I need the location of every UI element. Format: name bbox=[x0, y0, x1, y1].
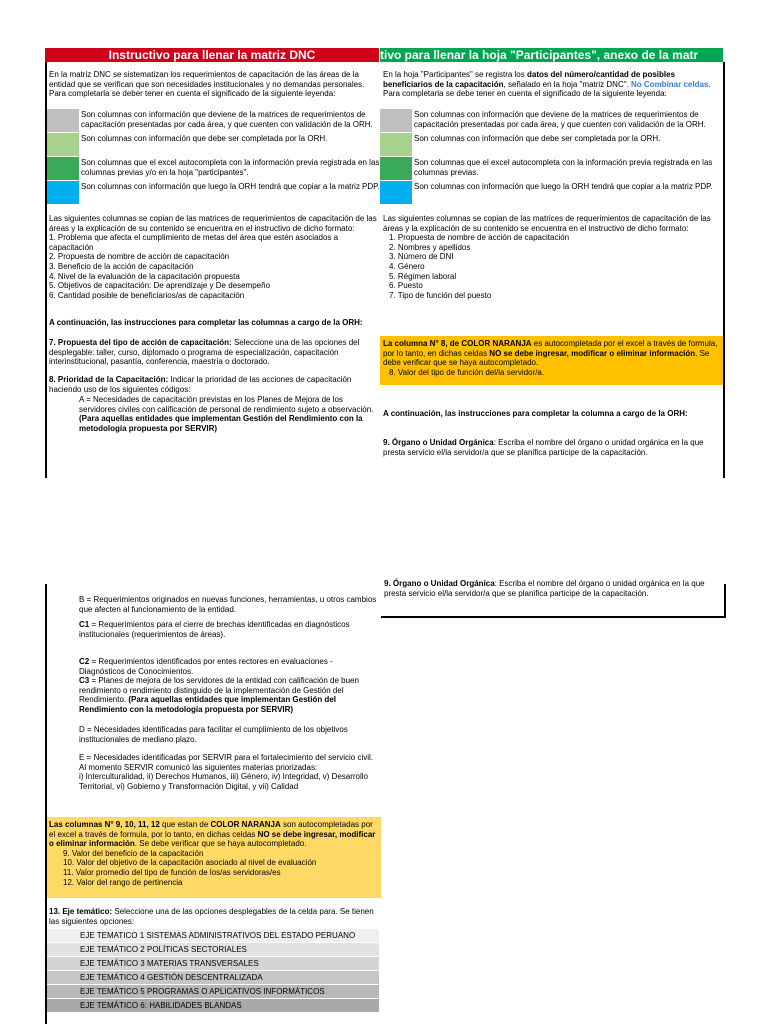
copied-item: 1. Propuesta de nombre de acción de capacitación bbox=[389, 233, 570, 243]
left-title: Instructivo para llenar la matriz DNC bbox=[108, 48, 316, 62]
code-d: D = Necesidades identificadas para facilitar el cumplimiento de los objetivos institucionales de mediano plazo. bbox=[79, 725, 348, 744]
right-copied-intro: Las siguientes columnas se copian de las matrices de requerimientos de capacitación de las áreas y la explicación de su contenido se encuentra en el instructivo de dicho formato: bbox=[383, 214, 711, 233]
legend-text: Son columnas con información que deviene de la matrices de requerimientos de capacitación presentadas por cada área, y que cuenten con validación de la ORH. bbox=[81, 110, 373, 129]
legend-row bbox=[380, 157, 723, 180]
blue-swatch bbox=[380, 181, 412, 204]
green-swatch bbox=[47, 157, 79, 180]
left-legend bbox=[47, 109, 381, 204]
left-intro: En la matriz DNC se sistematizan los requerimientos de capacitación de las áreas de la entidad que se verifican que son necesidades institucionales y no demandas personales. Para completarla se deber tener en cuenta el significado de la siguiente leyenda: bbox=[49, 70, 365, 99]
code-e: E = Necesidades identificadas por SERVIR para el fortalecimiento del servicio civil. Al momento SERVIR comunicó las siguientes materias priorizadas: bbox=[79, 753, 373, 772]
item9-top bbox=[383, 438, 720, 457]
left-orange-text bbox=[49, 820, 379, 849]
legend-text: Son columnas que el excel autocompleta con la información previa registrada en las columnas previas. bbox=[414, 158, 713, 177]
intro-more: Para completarla se debe tener en cuenta el significado de la siguiente leyenda: bbox=[383, 89, 667, 99]
code-b: B = Requerimientos originados en nuevas funciones, herramientas, u otros cambios que afecten al funcionamiento de la entidad. bbox=[79, 595, 377, 614]
left-copied-intro: Las siguientes columnas se copian de las matrices de requerimientos de capacitación de las áreas y la explicación de su contenido se encuentra en el instructivo de dicho formato: bbox=[49, 214, 377, 233]
right-panel-top bbox=[380, 62, 725, 478]
orange-color: COLOR NARANJA bbox=[461, 339, 532, 348]
light-green-swatch bbox=[47, 133, 79, 156]
orange-mid: es autocompletada por el excel a través de formula, por lo tanto, en dichas celdas bbox=[383, 339, 718, 358]
intro-blue: No Combinar celdas. bbox=[631, 79, 711, 89]
copied-item: 4. Nivel de la evaluación de la capacitación propuesta bbox=[49, 271, 240, 281]
eje-item: EJE TEMÁTICO 3 MATERIAS TRANSVERSALES bbox=[47, 957, 379, 970]
copied-item: 2. Propuesta de nombre de acción de capacitación bbox=[49, 252, 230, 262]
copied-item: 6. Cantidad posible de beneficiarios/as de capacitación bbox=[49, 290, 245, 300]
orange-bold: NO se debe ingresar, modificar o eliminar información bbox=[49, 829, 376, 849]
code-e-list: i) Interculturalidad, ii) Derechos Humanos, iii) Género, iv) Integridad, v) Desarrollo Territorial, vi) Gobierno y Transformación Digital, y vii) Calidad bbox=[79, 772, 368, 791]
item13 bbox=[49, 907, 379, 926]
orange-prefix: Las columnas N° 9, 10, 11, 12 bbox=[49, 820, 160, 829]
legend-row bbox=[380, 133, 723, 156]
copied-item: 3. Número de DNI bbox=[389, 252, 454, 262]
legend-text: Son columnas con información que deviene de la matrices de requerimientos de capacitación presentadas por cada área, y que cuenten con validación de la ORH. bbox=[414, 110, 706, 129]
code-a bbox=[79, 395, 379, 433]
intro-pre: En la hoja "Participantes" se registra los bbox=[383, 70, 527, 79]
orange-item: 10. Valor del objetivo de la capacitación asociado al nivel de evaluación bbox=[63, 858, 317, 868]
item13-text: Seleccione una de las opciones desplegables de la celda para. Se tienen las siguientes opciones: bbox=[49, 907, 374, 926]
left-continuation: A continuación, las instrucciones para completar las columnas a cargo de la ORH: bbox=[49, 318, 363, 327]
copied-item: 6. Puesto bbox=[389, 281, 423, 291]
legend-row bbox=[380, 181, 723, 204]
copied-item: 7. Tipo de función del puesto bbox=[389, 290, 492, 300]
orange-item: 9. Valor del beneficio de la capacitación bbox=[63, 848, 204, 858]
right-continuation: A continuación, las instrucciones para completar la columna a cargo de la ORH: bbox=[383, 409, 688, 418]
copied-item: 3. Beneficio de la acción de capacitación bbox=[49, 261, 194, 271]
blue-swatch bbox=[47, 181, 79, 204]
item7-text: Seleccione una de las opciones del desplegable: taller, curso, diplomado o programa de especialización, capacitación interinstitucional, pasantía, conferencia, maestría o doctorado. bbox=[49, 338, 360, 367]
orange-end: . Se debe verificar que se haya autocompletado. bbox=[383, 348, 710, 368]
right-orange-text bbox=[383, 339, 720, 368]
copied-item: 5. Régimen laboral bbox=[389, 271, 457, 281]
right-title: tivo para llenar la hoja "Participantes", anexo de la matr bbox=[380, 48, 699, 62]
eje-list bbox=[47, 929, 381, 1012]
item9 bbox=[384, 579, 721, 598]
code-c3 bbox=[79, 676, 379, 714]
legend-text: Son columnas con información que debe ser completada por la ORH. bbox=[81, 134, 328, 143]
legend-row bbox=[47, 133, 381, 156]
item9-text: : Escriba el nombre del órgano o unidad orgánica en la que presta servicio el/la servidor/a que se planifica participe de la capacitación. bbox=[383, 438, 704, 457]
right-intro bbox=[383, 70, 720, 99]
eje-item: EJE TEMATICO 1 SISTEMAS ADMINISTRATIVOS DEL ESTADO PERUANO bbox=[47, 929, 379, 942]
legend-row bbox=[47, 181, 381, 204]
left-panel-bottom bbox=[45, 584, 381, 1024]
orange-item: 11. Valor promedio del tipo de función de los/as servidoras/es bbox=[63, 867, 281, 877]
orange-item: 8. Valor del tipo de función del/la servidor/a. bbox=[389, 367, 545, 377]
code-c2-label: C2 bbox=[79, 657, 90, 666]
legend-row bbox=[47, 109, 381, 132]
right-panel-bottom bbox=[380, 579, 726, 618]
item7-label: 7. Propuesta del tipo de acción de capacitación: bbox=[49, 338, 232, 347]
legend-text: Son columnas con información que luego la ORH tendrá que copiar a la matriz PDP. bbox=[81, 182, 380, 191]
right-legend bbox=[380, 109, 723, 204]
copied-item: 2. Nombres y apellidos bbox=[389, 242, 471, 252]
gray-swatch bbox=[47, 109, 79, 132]
legend-text: Son columnas que el excel autocompleta con la información previa registrada en las columnas previas y/o en la hoja "participantes". bbox=[81, 158, 380, 177]
eje-item: EJE TEMÁTICO 2 POLÍTICAS SECTORIALES bbox=[47, 943, 379, 956]
legend-text: Son columnas con información que luego la ORH tendrá que copiar a la matriz PDP. bbox=[414, 182, 713, 191]
legend-row bbox=[47, 157, 381, 180]
orange-end: . Se debe verificar que se haya autocompletado. bbox=[134, 839, 307, 849]
left-orange-block bbox=[47, 817, 381, 898]
right-title-bar bbox=[380, 48, 723, 62]
eje-item: EJE TEMÁTICO 6: HABILIDADES BLANDAS bbox=[47, 999, 379, 1012]
gray-swatch bbox=[380, 109, 412, 132]
code-c1 bbox=[79, 620, 379, 639]
intro-bold: datos del número/cantidad de posibles beneficiarios de la capacitación bbox=[383, 70, 676, 89]
code-c2-text: = Requerimientos identificados por entes rectores en evaluaciones - Diagnósticos de Conocimientos. bbox=[79, 657, 333, 676]
code-c2 bbox=[79, 657, 379, 676]
code-c1-text: = Requerimientos para el cierre de brechas identificadas en diagnósticos institucionales (requerimientos de áreas). bbox=[79, 620, 350, 639]
code-c1-label: C1 bbox=[79, 620, 90, 629]
orange-prefix: La columna N° 8, de bbox=[383, 339, 462, 348]
copied-item: 5. Objetivos de capacitación: De aprendizaje y De desempeño bbox=[49, 281, 271, 291]
orange-mid1: que estan de bbox=[159, 820, 211, 829]
item9-label: 9. Órgano o Unidad Orgánica bbox=[384, 579, 495, 588]
code-a-bold: (Para aquellas entidades que implementan Gestión del Rendimiento con la metodología propuesta por SERVIR) bbox=[79, 414, 363, 433]
item7 bbox=[49, 338, 379, 367]
item9-text: : Escriba el nombre del órgano o unidad orgánica en la que presta servicio el/la servidor/a que se planifica participe de la capacitación. bbox=[384, 579, 705, 598]
orange-bold: NO se debe ingresar, modificar o eliminar información bbox=[489, 348, 696, 358]
code-c3-bold: (Para aquellas entidades que implementan Gestión del Rendimiento con la metodología propuesta por SERVIR) bbox=[79, 695, 336, 714]
orange-mid2: son autocompletadas por el excel a través de formula, por lo tanto, en dichas celdas bbox=[49, 820, 373, 839]
left-panel-top bbox=[45, 62, 382, 478]
copied-item: 1. Problema que afecta el cumplimiento de metas del área que estén asociados a capacitación bbox=[49, 233, 339, 252]
code-c3-text: = Planes de mejora de los servidores de la entidad con calificación de buen rendimiento o rendimiento distinguido de la implementación de Gestión del Rendimiento. bbox=[79, 676, 359, 705]
right-orange-block bbox=[380, 336, 723, 385]
item8 bbox=[49, 375, 379, 394]
left-title-bar bbox=[45, 48, 379, 62]
light-green-swatch bbox=[380, 133, 412, 156]
copied-item: 4. Género bbox=[389, 261, 425, 271]
legend-row bbox=[380, 109, 723, 132]
item8-label: 8. Prioridad de la Capacitación: bbox=[49, 375, 169, 384]
code-a-text: A = Necesidades de capacitación previstas en los Planes de Mejora de los servidores civiles con calificación de personal de rendimiento sujeto a observación. bbox=[79, 395, 374, 414]
item8-text: Indicar la prioridad de las acciones de capacitación haciendo uso de los siguientes códigos: bbox=[49, 375, 352, 394]
legend-text: Son columnas con información que debe ser completada por la ORH. bbox=[414, 134, 661, 143]
intro-post: , señalado en la hoja "matriz DNC". bbox=[503, 79, 632, 89]
item13-label: 13. Eje temático: bbox=[49, 907, 113, 916]
eje-item: EJE TEMÁTICO 5 PROGRAMAS O APLICATIVOS INFORMÁTICOS bbox=[47, 985, 379, 998]
eje-item: EJE TEMÁTICO 4 GESTIÓN DESCENTRALIZADA bbox=[47, 971, 379, 984]
code-c3-label: C3 bbox=[79, 676, 90, 685]
orange-color: COLOR NARANJA bbox=[210, 820, 281, 829]
orange-item: 12. Valor del rango de pertinencia bbox=[63, 877, 183, 887]
green-swatch bbox=[380, 157, 412, 180]
item9-label: 9. Órgano o Unidad Orgánica bbox=[383, 438, 494, 447]
